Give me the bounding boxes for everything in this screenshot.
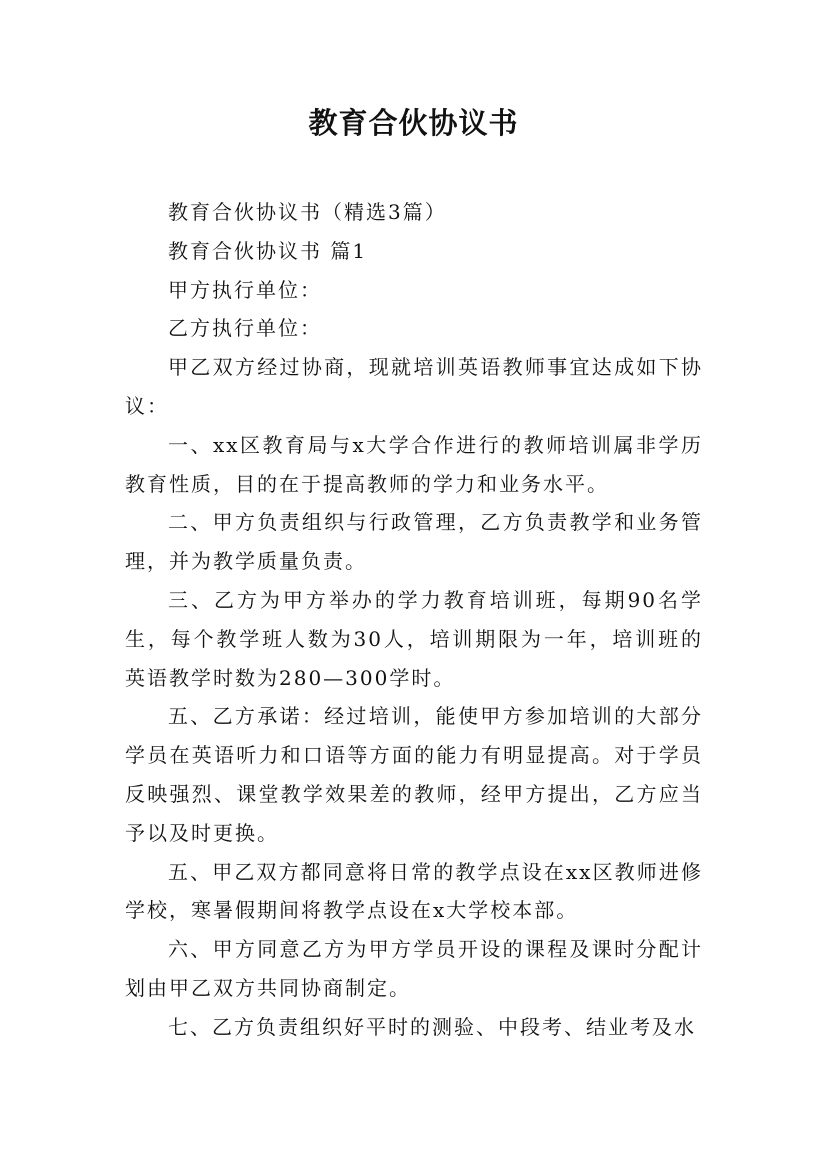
- paragraph-party-b: 乙方执行单位：: [168, 316, 322, 341]
- paragraph-clause-7: 七、乙方负责组织好平时的测验、中段考、结业考及水: [168, 1014, 696, 1039]
- paragraph-clause-5b: 五、甲乙双方都同意将日常的教学点设在xx区教师进修学校，寒暑假期间将教学点设在x大学校本部。: [125, 859, 703, 923]
- paragraph-clause-6: 六、甲方同意乙方为甲方学员开设的课程及课时分配计划由甲乙双方共同协商制定。: [125, 937, 703, 1000]
- document-title: 教育合伙协议书: [308, 106, 519, 140]
- paragraph-clause-2: 二、甲方负责组织与行政管理，乙方负责教学和业务管理，并为教学质量负责。: [125, 510, 703, 574]
- paragraph-preamble: 甲乙双方经过协商，现就培训英语教师事宜达成如下协议：: [125, 355, 703, 418]
- paragraph-clause-1: 一、xx区教育局与x大学合作进行的教师培训属非学历教育性质，目的在于提高教师的学力和业务水平。: [125, 432, 703, 496]
- paragraph-section-heading: 教育合伙协议书 篇1: [168, 238, 368, 263]
- document-body: [125, 193, 703, 1047]
- paragraph-party-a: 甲方执行单位：: [168, 277, 322, 302]
- paragraph-clause-3: 三、乙方为甲方举办的学力教育培训班，每期90名学生，每个教学班人数为30人，培训期限为一年，培训班的英语教学时数为280—300学时。: [125, 587, 703, 690]
- paragraph-subtitle: 教育合伙协议书（精选3篇）: [168, 200, 447, 224]
- paragraph-clause-5a: 五、乙方承诺：经过培训，能使甲方参加培训的大部分学员在英语听力和口语等方面的能力有明显提高。对于学员反映强烈、课堂教学效果差的教师，经甲方提出，乙方应当予以及时更换。: [125, 704, 703, 845]
